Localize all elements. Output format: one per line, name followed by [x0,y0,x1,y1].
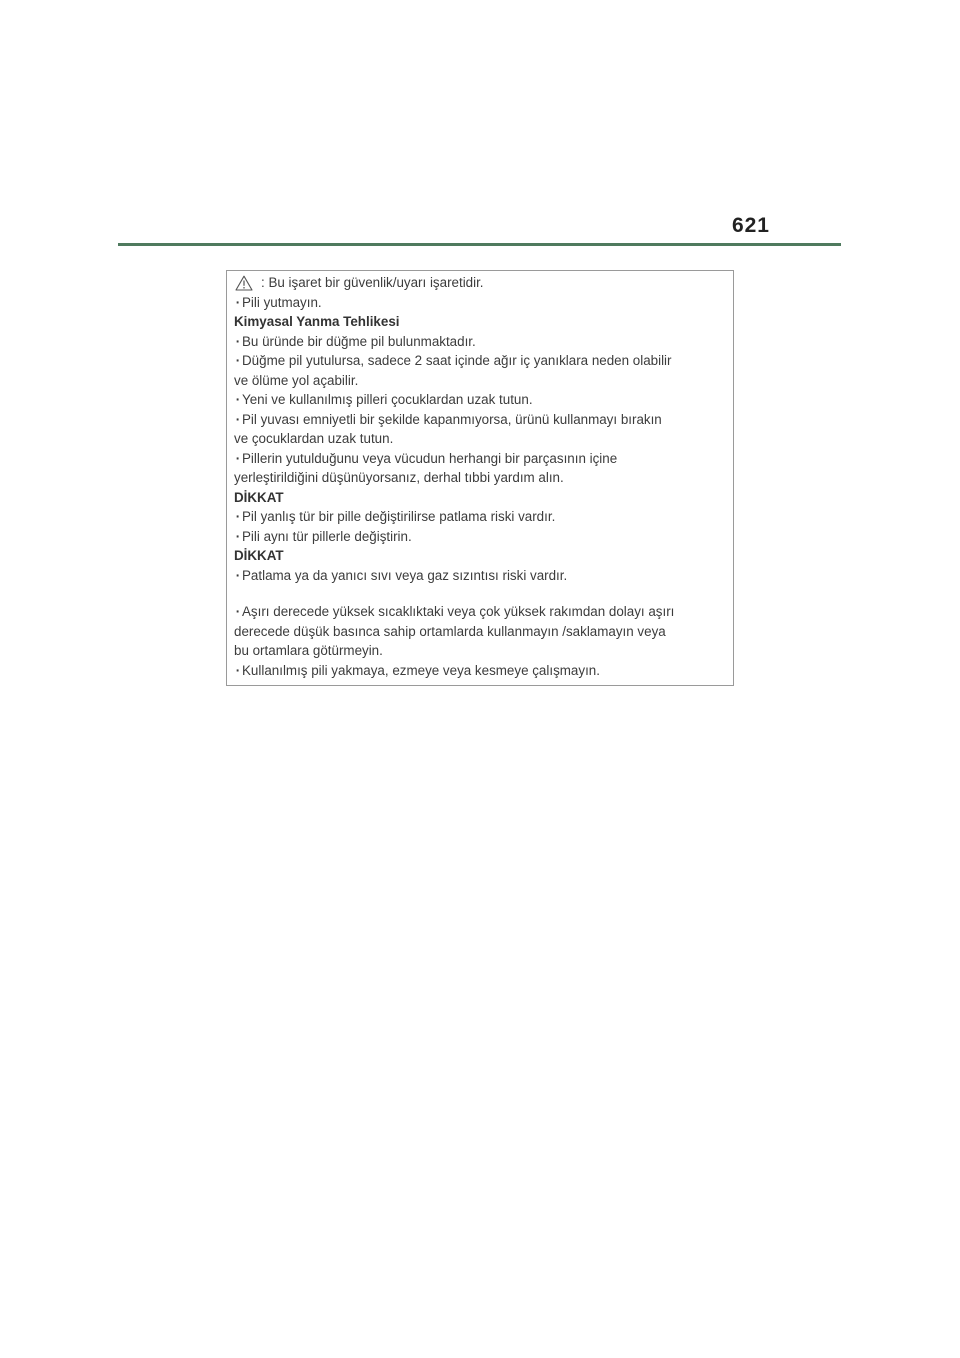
section-heading: DİKKAT [234,548,284,563]
warning-triangle-icon [235,275,253,291]
bullet-item: · Pil yuvası emniyetli bir şekilde kapanmıyorsa, ürünü kullanmayı bırakın [234,410,733,430]
text-line: derecede düşük basınca sahip ortamlarda kullanmayın /saklamayın veya [234,623,666,639]
text-line: yerleştirildiğini düşünüyorsanız, derhal tıbbi yardım alın. [234,470,564,485]
page-number: 621 [731,214,770,237]
bullet-item: · Kullanılmış pili yakmaya, ezmeye veya kesmeye çalışmayın. [234,661,733,681]
section-heading: Kimyasal Yanma Tehlikesi [234,314,400,329]
bullet-item: · Patlama ya da yanıcı sıvı veya gaz sızıntısı riski vardır. [234,566,733,586]
bullet-item: · Aşırı derecede yüksek sıcaklıktaki veya çok yüksek rakımdan dolayı aşırı [234,602,733,622]
bullet-item: · Pili yutmayın. [234,293,733,313]
warning-intro-text: : Bu işaret bir güvenlik/uyarı işaretidir. [261,275,484,290]
bullet-item: · Bu üründe bir düğme pil bulunmaktadır. [234,332,733,352]
bullet-item: · Pillerin yutulduğunu veya vücudun herhangi bir parçasının içine [234,449,733,469]
text-line: ve ölüme yol açabilir. [234,372,359,388]
bullet-item: · Düğme pil yutulursa, sadece 2 saat içinde ağır iç yanıklara neden olabilir [234,351,733,371]
line-spacer [234,585,733,602]
bullet-item: · Pili aynı tür pillerle değiştirin. [234,527,733,547]
section-heading: DİKKAT [234,489,284,505]
text-line: bu ortamlara götürmeyin. [234,643,383,658]
warning-intro-line [234,273,733,293]
bullet-item: · Yeni ve kullanılmış pilleri çocuklardan uzak tutun. [234,390,733,410]
header-rule [118,243,841,246]
notice-lines [234,293,733,681]
bullet-item: · Pil yanlış tür bir pille değiştirilirse patlama riski vardır. [234,507,733,527]
text-line: ve çocuklardan uzak tutun. [234,431,394,446]
battery-warning-box [226,270,734,686]
